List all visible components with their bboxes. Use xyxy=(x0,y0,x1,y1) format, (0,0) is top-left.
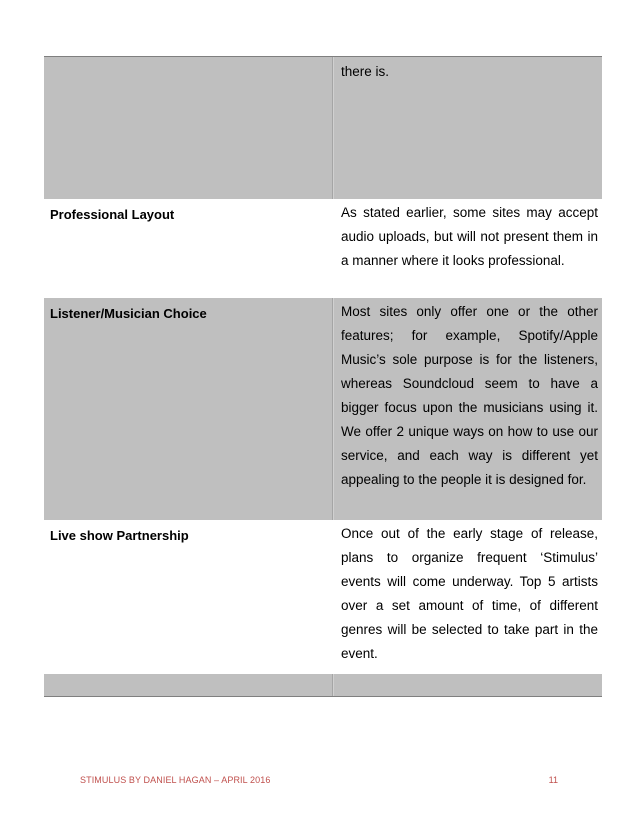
footer-title: STIMULUS BY DANIEL HAGAN – APRIL 2016 xyxy=(80,775,271,785)
feature-cell xyxy=(44,674,333,696)
table-row xyxy=(44,520,602,674)
feature-cell: Live show Partnership xyxy=(50,528,189,543)
column-divider xyxy=(333,674,334,696)
table-row xyxy=(44,298,602,520)
description-cell: As stated earlier, some sites may accept audio uploads, but will not present them in a manner where it looks professional. xyxy=(341,205,598,268)
description-cell xyxy=(333,674,602,696)
feature-cell xyxy=(44,57,333,199)
table-row xyxy=(44,674,602,696)
page-number: 11 xyxy=(548,775,558,785)
description-cell: there is. xyxy=(341,64,390,79)
feature-cell: Listener/Musician Choice xyxy=(44,298,333,520)
column-divider xyxy=(333,298,334,520)
table-row xyxy=(44,199,602,298)
table-row xyxy=(44,57,602,199)
feature-cell: Professional Layout xyxy=(50,207,175,222)
column-divider xyxy=(333,57,334,199)
description-cell: Once out of the early stage of release, plans to organize frequent ‘Stimulus’ events will come underway. Top 5 artists over a set amount of time, of different genres will be selected to take part in the event. xyxy=(341,526,598,661)
description-cell: Most sites only offer one or the other features; for example, Spotify/Apple Music’s sole purpose is for the listeners, whereas Soundcloud seem to have a bigger focus upon the musicians using it. We offer 2 unique ways on how to use our service, and each way is different yet appealing to the people it is designed for. xyxy=(341,304,598,487)
feature-comparison-table xyxy=(44,56,602,697)
